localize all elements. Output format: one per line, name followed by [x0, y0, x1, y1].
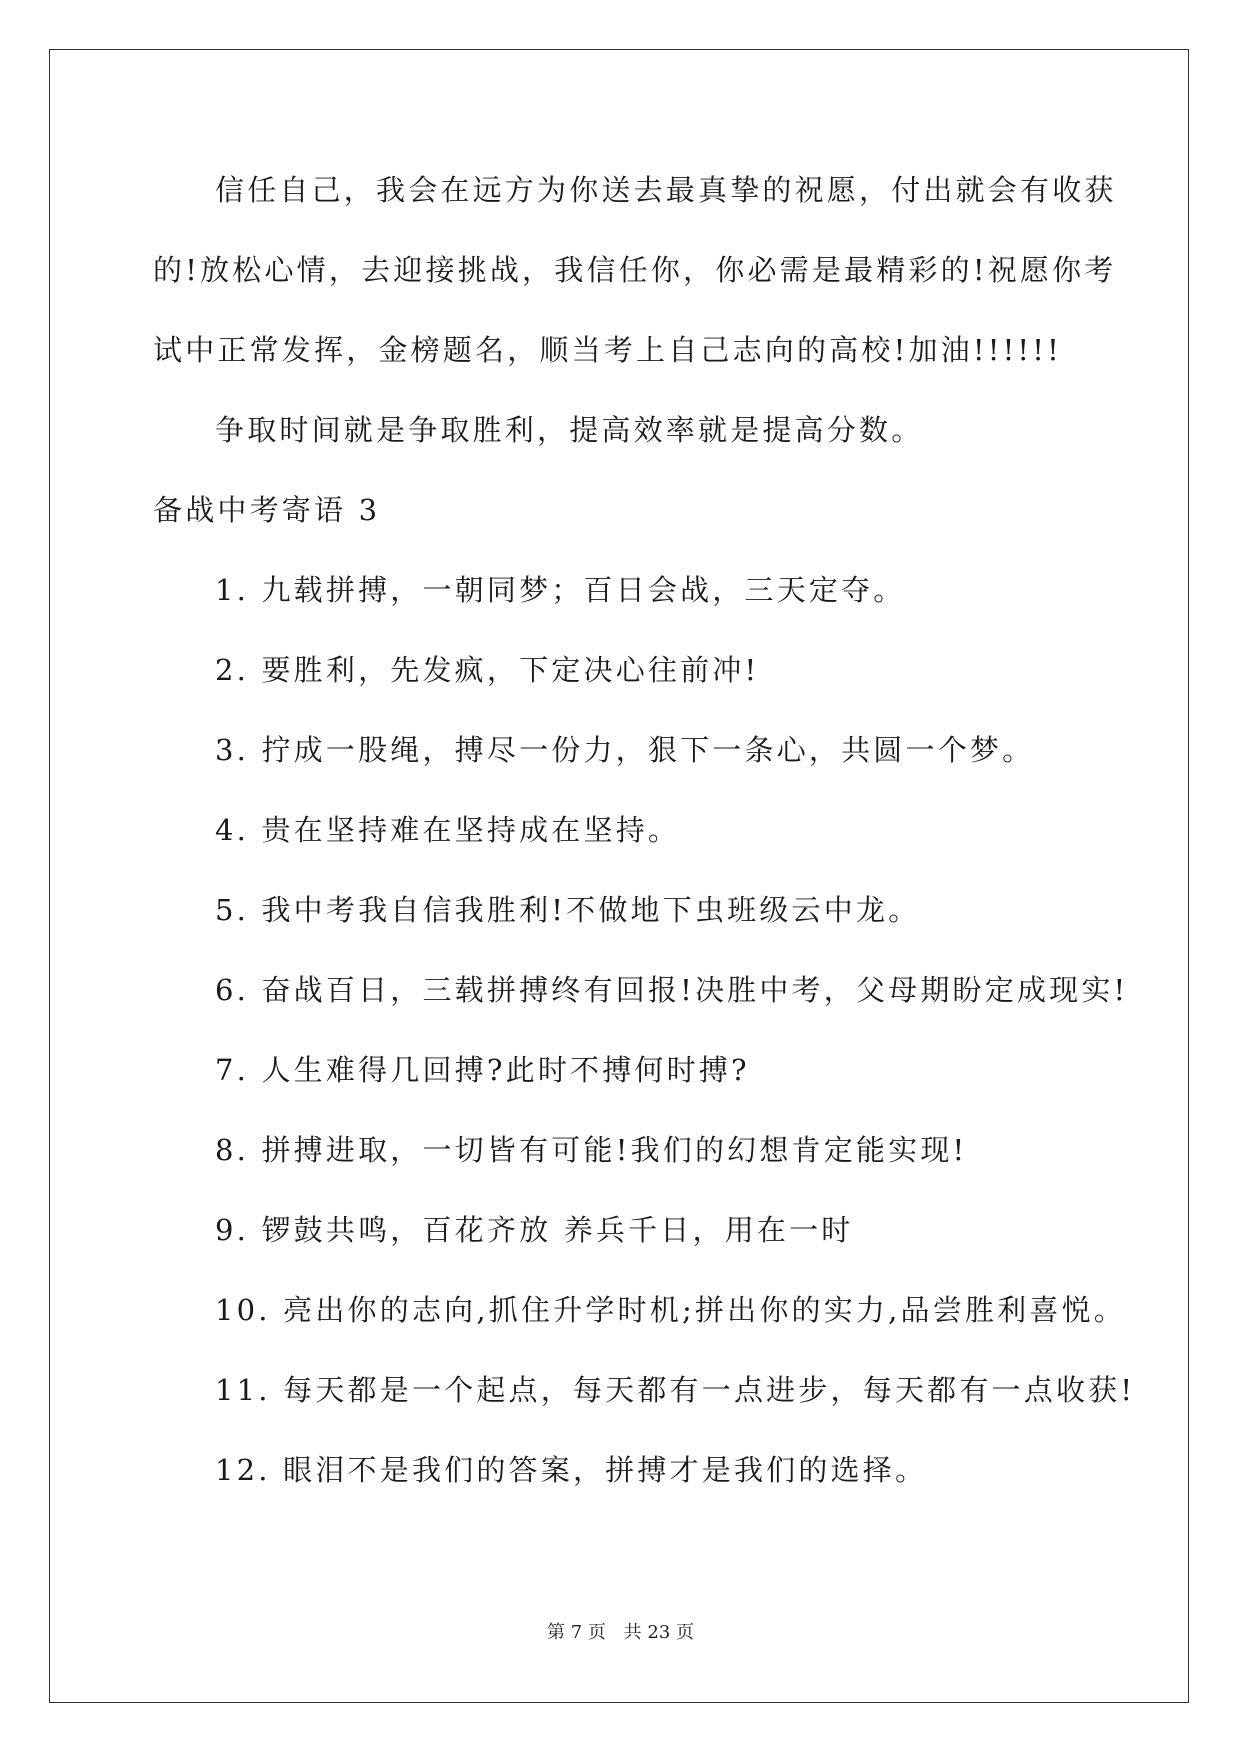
- list-item: 11. 每天都是一个起点，每天都有一点进步，每天都有一点收获!: [215, 1373, 1136, 1407]
- paragraph-line: 的!放松心情，去迎接挑战，我信任你，你必需是最精彩的!祝愿你考: [153, 253, 1117, 287]
- paragraph: 争取时间就是争取胜利，提高效率就是提高分数。: [215, 413, 924, 447]
- list-item: 8. 拼搏进取，一切皆有可能!我们的幻想肯定能实现!: [215, 1133, 968, 1167]
- list-item: 7. 人生难得几回搏?此时不搏何时搏?: [215, 1053, 750, 1087]
- page-number-total: 共 23 页: [623, 1622, 694, 1643]
- page-number-current: 第 7 页: [547, 1622, 606, 1643]
- paragraph-line: 信任自己，我会在远方为你送去最真挚的祝愿，付出就会有收获: [215, 173, 1117, 207]
- list-item: 4. 贵在坚持难在坚持成在坚持。: [215, 813, 681, 847]
- section-heading: 备战中考寄语 3: [153, 493, 381, 527]
- page-footer: [0, 1621, 1241, 1645]
- paragraph-line: 试中正常发挥，金榜题名，顺当考上自己志向的高校!加油!!!!!!: [153, 333, 1062, 367]
- list-item: 1. 九载拼搏，一朝同梦；百日会战，三天定夺。: [215, 573, 906, 607]
- list-item: 12. 眼泪不是我们的答案，拼搏才是我们的选择。: [215, 1453, 928, 1487]
- list-item: 6. 奋战百日，三载拼搏终有回报!决胜中考，父母期盼定成现实!: [215, 973, 1129, 1007]
- list-item: 3. 拧成一股绳，搏尽一份力，狠下一条心，共圆一个梦。: [215, 733, 1035, 767]
- list-item: 9. 锣鼓共鸣，百花齐放 养兵千日，用在一时: [215, 1213, 854, 1247]
- list-item: 2. 要胜利，先发疯，下定决心往前冲!: [215, 653, 760, 687]
- list-item: 10. 亮出你的志向,抓住升学时机;拼出你的实力,品尝胜利喜悦。: [215, 1293, 1126, 1327]
- list-item: 5. 我中考我自信我胜利!不做地下虫班级云中龙。: [215, 893, 921, 927]
